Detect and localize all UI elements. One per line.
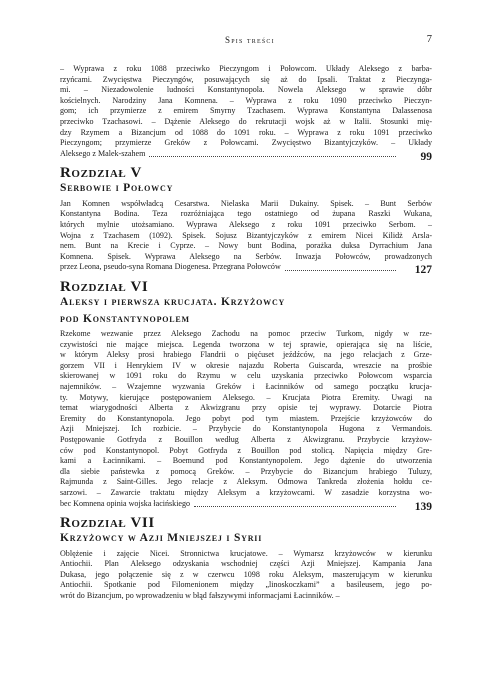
summary-line: w którym Aleksy prosi hrabiego Flandrii o pięćuset jeźdźców, na jego relacjach z Grze- bbox=[60, 350, 432, 360]
summary-line: dzy Rzymem a Bizancjum od 1088 do 1091 roku. – Wyprawa z roku 1091 przeciwko bbox=[60, 127, 432, 137]
summary-line: skierowanej w 1091 roku do Rzymu w celu uzyskania przeciwko Połowcom wsparcia bbox=[60, 371, 432, 381]
summary-line: Dukasa, jego połączenie się z w czerwcu 1098 roku Aleksym, maszerującym w kierunku bbox=[60, 569, 432, 579]
summary-line: Jan Komnen współwładcą Cesarstwa. Nielaska Marii Dukainy. Spisek. – Bunt Serbów bbox=[60, 198, 432, 208]
toc-entry bbox=[60, 165, 432, 277]
summary-line: Oblężenie i zajęcie Nicei. Stronnictwa krucjatowe. – Wymarsz krzyżowców w kierunku bbox=[60, 548, 432, 558]
chapter-heading: Rozdział VI bbox=[60, 279, 149, 295]
dot-leader bbox=[285, 270, 396, 271]
chapter-heading: Rozdział V bbox=[60, 165, 142, 182]
summary-line: przez Leona, pseudo-syna Romana Diogenesa. Przegrana Połowców bbox=[60, 262, 281, 272]
summary-line: przeciwko Tzachasowi. – Dążenie Aleksego do rekrutacji wojsk aż w Italii. Stosunki mię- bbox=[60, 116, 432, 126]
summary-line: czywistości nie mające miejsca. Legenda tworzona w tej sprawie, opierająca się na liście, bbox=[60, 339, 432, 349]
chapter-title: pod Konstantynopolem bbox=[60, 312, 190, 325]
summary-line: sarzowi. – Zawarcie traktatu między Aleksym a krzyżowcami. W zasadzie korzystna wo- bbox=[60, 487, 432, 497]
toc-page-number: 139 bbox=[414, 500, 432, 513]
toc-page-number: 127 bbox=[414, 264, 432, 277]
summary-line: Eremity do Konstantynopola. Jego pobyt pod tym miastem. Przejście krzyżowców do bbox=[60, 413, 432, 423]
summary-line: Komnena. Spisek. Wyprawa Aleksego na Serbów. Inwazja Połowców, prowadzonych bbox=[60, 251, 432, 261]
summary-line: – Wyprawa z roku 1088 przeciwko Pieczyngom i Połowcom. Układy Aleksego z barba- bbox=[60, 64, 432, 73]
toc-entry bbox=[60, 64, 432, 163]
chapter-summary bbox=[60, 329, 432, 513]
summary-line: gorzem VII i Henrykiem IV w okresie najazdu Roberta Guiscarda, wreszcie na prośbie bbox=[60, 360, 432, 370]
summary-line: kościelnych. Narodziny Jana Komnena. – Wyprawa z roku 1090 przeciwko Pieczyn- bbox=[60, 95, 432, 105]
summary-line: Azji Mniejszej. Ich rozbicie. – Przybycie do Konstantynopola Hugona z Vermandois. bbox=[60, 424, 432, 434]
summary-line: Antiochii. Plan Aleksego odzyskania wschodniej części Azji Mniejszej. Kampania Jana bbox=[60, 559, 432, 569]
running-title: Spis treści bbox=[225, 35, 275, 45]
toc-entry bbox=[60, 515, 432, 601]
summary-line: Rzekome wezwanie przez Aleksego Zachodu na pomoc przeciw Turkom, nigdy w rze- bbox=[60, 329, 432, 338]
summary-line: Pieczyngom; przymierze Greków z Połowcami. Zwycięstwo Bizantyjczyków. – Układy bbox=[60, 138, 432, 148]
summary-line: rzyńcami. Zwycięstwa Pieczyngów, posuwających się aż do Ipsali. Traktat z Pieczynga- bbox=[60, 74, 432, 84]
summary-line: Postępowanie Gotfryda z Bouillon według Alberta z Akwizgranu. Przybycie krzyżow- bbox=[60, 434, 432, 444]
summary-line: Rajmunda z Saint-Gilles. Jego relacje z Aleksym. Odmowa Tankreda złożenia hołdu ce- bbox=[60, 477, 432, 487]
chapter-title: Krzyżowcy w Azji Mniejszej i Syrii bbox=[60, 532, 263, 545]
toc-entry bbox=[60, 279, 432, 513]
page-number: 7 bbox=[426, 34, 432, 45]
summary-line: mi. – Niezadowolenie ludności Konstantynopola. Nowela Aleksego w sprawie dóbr bbox=[60, 85, 432, 95]
summary-line: Antiochii. Spotkanie pod Filomenionem między „linoskoczkami” a basileusem, jego po- bbox=[60, 580, 432, 590]
chapter-summary bbox=[60, 198, 432, 277]
chapter-summary bbox=[60, 64, 432, 163]
summary-line: Wojna z Tzachasem (1092). Spisek. Sojusz Bizantyjczyków z emirem Nicei Kilidż Arsla- bbox=[60, 230, 432, 240]
chapter-summary bbox=[60, 549, 432, 602]
summary-line: ty. Motywy, kierujące postępowaniem Aleksego. – Krucjata Piotra Eremity. Uwagi na bbox=[60, 392, 432, 402]
summary-line: bec Komnena opinia wojska łacińskiego bbox=[60, 498, 191, 508]
summary-line: temat wiarygodności Alberta z Akwizgranu przy opisie tej wyprawy. Dotarcie Piotra bbox=[60, 403, 432, 413]
summary-line: wrót do Bizancjum, po wprowadzeniu w błąd fałszywymi informacjami Łacinników. – bbox=[60, 590, 340, 600]
summary-line: nem. Bunt na Krecie i Cyprze. – Nowy bunt Bodina, porażka duksa Dyrrachium Jana bbox=[60, 241, 432, 251]
dot-leader bbox=[149, 156, 396, 157]
toc-page-number: 99 bbox=[420, 150, 432, 163]
summary-line: Aleksego z Malek-szahem bbox=[60, 148, 146, 158]
chapter-title: Aleksy i pierwsza krucjata. Krzyżowcy bbox=[60, 296, 286, 308]
summary-line: gom; ich przymierze z emirem Smyrny Tzachasem. Wyprawa Konstantyna Dalassenosa bbox=[60, 106, 432, 116]
summary-line: dla siebie państewka z pomocą Greków. – Przybycie do Bizancjum hrabiego Tuluzy, bbox=[60, 466, 432, 476]
summary-line: ców pod Konstantynopol. Pobyt Gotfryda z Bouillon pod stolicą. Napięcia między Gre- bbox=[60, 445, 432, 455]
chapter-heading: Rozdział VII bbox=[60, 515, 155, 532]
summary-line: Konstantyna Bodina. Teza rozróżniająca tego ostatniego od żupana Raszki Wukana, bbox=[60, 209, 432, 219]
dot-leader bbox=[194, 506, 396, 507]
summary-line: kami a Łacinnikami. – Boemund pod Konstantynopolem. Jego dążenie do utworzenia bbox=[60, 456, 432, 466]
summary-line: których mylnie utożsamiano. Wyprawa Aleksego z roku 1091 przeciwko Serbom. – bbox=[60, 220, 432, 230]
chapter-title: Serbowie i Połowcy bbox=[60, 182, 174, 195]
summary-line: najemników. – Wzajemne wyzwania Greków i Łacinników od samego początku krucja- bbox=[60, 381, 432, 391]
table-of-contents bbox=[60, 64, 432, 602]
running-header bbox=[60, 35, 432, 49]
